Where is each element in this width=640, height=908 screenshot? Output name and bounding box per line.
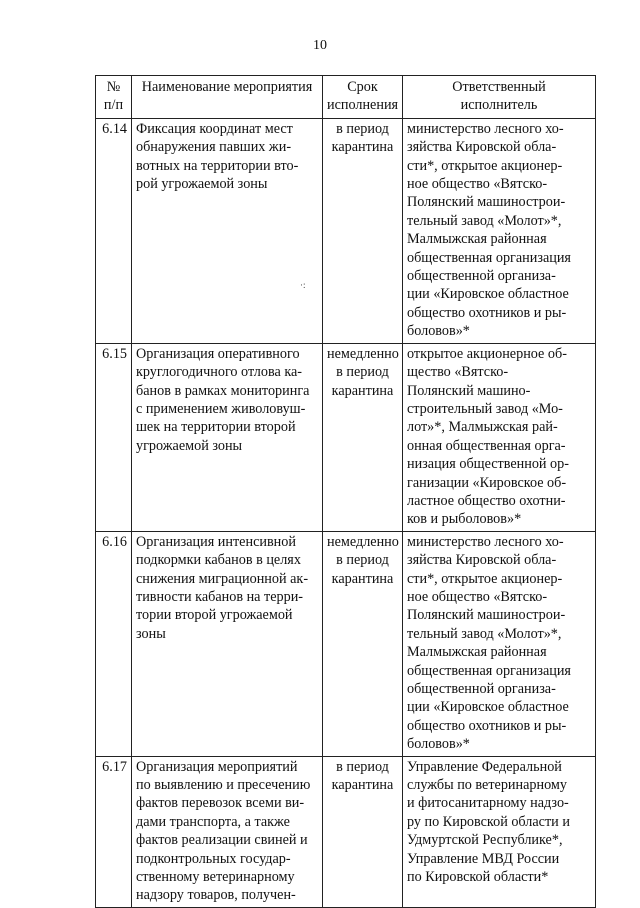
measure-name-line: подконтрольных государ- [136,850,291,867]
execution-term-line: в период [336,364,389,381]
responsible-executor-line: Полянский машинострои- [407,607,566,624]
header-responsible [403,76,596,119]
responsible-executor-line: зяйства Кировской обла- [407,139,557,156]
execution-term [323,118,403,343]
responsible-executor-line: ру по Кировской области и [407,813,570,830]
measure-name-line: фактов реализации свиней и [136,832,308,849]
execution-term-line: карантина [331,777,394,794]
measure-name-line: подкормки кабанов в целях [136,552,301,569]
header-line: Наименование мероприятия [141,79,313,95]
responsible-executor-line: строительный завод «Мо- [407,400,563,417]
row-number: 6.17 [96,756,132,907]
table-row [96,343,596,531]
responsible-executor-line: ции «Кировское областное [407,699,569,716]
responsible-executor-line: щество «Вятско- [407,364,509,381]
responsible-executor-line: боловов»* [407,736,470,753]
measure-name-line: зоны [136,625,166,642]
responsible-executor-line: ции «Кировское областное [407,286,569,303]
execution-term-line: немедленно [327,533,399,550]
responsible-executor [403,343,596,531]
execution-term [323,343,403,531]
responsible-executor [403,531,596,756]
responsible-executor-line: Управление МВД России [407,850,560,867]
measure-name-line: круглогодичного отлова ка- [136,364,303,381]
measure-name-line: Организация мероприятий [136,758,298,775]
responsible-executor-line: онная общественная орга- [407,437,566,454]
measure-name [132,343,323,531]
responsible-executor-line: зяйства Кировской обла- [407,552,557,569]
header-num [96,76,132,119]
table-row [96,118,596,343]
responsible-executor-line: тельный завод «Молот»*, [407,212,562,229]
row-number: 6.14 [96,118,132,343]
responsible-executor-line: ное общество «Вятско- [407,588,548,605]
measure-name-line: банов в рамках мониторинга [136,382,310,399]
execution-term-line: в период [336,552,389,569]
responsible-executor-line: министерство лесного хо- [407,533,564,550]
execution-term-line: немедленно [327,345,399,362]
responsible-executor-line: Полянский машино- [407,382,531,399]
measure-name-line: шек на территории второй [136,419,296,436]
responsible-executor-line: общество охотников и ры- [407,304,567,321]
measure-name-line: надзору товаров, получен- [136,887,296,904]
header-name [132,76,323,119]
responsible-executor-line: ластное общество охотни- [407,492,566,509]
table-body [96,118,596,907]
measure-name-line: дами транспорта, а также [136,813,290,830]
table-row [96,531,596,756]
header-line: п/п [103,97,124,114]
execution-term-line: в период [336,120,389,137]
measure-name-line: Организация интенсивной [136,533,296,550]
execution-term [323,756,403,907]
header-line: исполнитель [460,97,538,114]
measures-table [95,75,596,908]
execution-term-line: карантина [331,570,394,587]
responsible-executor-line: ное общество «Вятско- [407,176,548,193]
responsible-executor-line: тельный завод «Молот»*, [407,625,562,642]
responsible-executor-line: сти*, открытое акционер- [407,157,563,174]
responsible-executor-line: Малмыжская районная [407,231,547,248]
scan-mark: ·: [300,280,306,290]
responsible-executor-line: открытое акционерное об- [407,345,567,362]
responsible-executor [403,118,596,343]
responsible-executor-line: общество охотников и ры- [407,717,567,734]
measure-name-line: снижения миграционной ак- [136,570,309,587]
row-number: 6.16 [96,531,132,756]
responsible-executor [403,756,596,907]
table-row [96,756,596,907]
measure-name-line: с применением живоловуш- [136,400,306,417]
header-line: Срок [347,79,378,95]
execution-term [323,531,403,756]
responsible-executor-line: Управление Федеральной [407,758,562,775]
measure-name-line: тории второй угрожаемой [136,607,293,624]
responsible-executor-line: Полянский машинострои- [407,194,566,211]
responsible-executor-line: общественной организа- [407,268,556,285]
measure-name-line: угрожаемой зоны [136,437,243,454]
header-line: Ответственный [452,79,546,95]
responsible-executor-line: сти*, открытое акционер- [407,570,563,587]
responsible-executor-line: Малмыжская районная [407,644,547,661]
measure-name-line: рой угрожаемой зоны [136,176,268,193]
measure-name [132,531,323,756]
execution-term-line: карантина [331,382,394,399]
responsible-executor-line: лот»*, Малмыжская рай- [407,419,558,436]
execution-term-line: в период [336,758,389,775]
header-line: исполнения [327,97,399,114]
row-number: 6.15 [96,343,132,531]
measure-name-line: обнаружения павших жи- [136,139,292,156]
responsible-executor-line: по Кировской области* [407,869,549,886]
execution-term-line: карантина [331,139,394,156]
measure-name [132,118,323,343]
header-line: № [106,79,121,95]
responsible-executor-line: ганизации «Кировское об- [407,474,567,491]
responsible-executor-line: общественная организация [407,249,571,266]
measure-name [132,756,323,907]
responsible-executor-line: общественной организа- [407,681,556,697]
measure-name-line: по выявлению и пресечению [136,777,311,794]
responsible-executor-line: Удмуртской Республике*, [407,832,563,849]
responsible-executor-line: низация общественной ор- [407,456,569,473]
responsible-executor-line: и фитосанитарному надзо- [407,795,569,812]
responsible-executor-line: общественная организация [407,662,571,679]
measure-name-line: ственному ветеринарному [136,869,295,886]
responsible-executor-line: ков и рыболовов»* [407,511,522,528]
page-number: 10 [313,38,327,53]
responsible-executor-line: боловов»* [407,323,470,340]
header-term [323,76,403,119]
responsible-executor-line: службы по ветеринарному [407,777,567,794]
table-header-row [96,76,596,119]
measure-name-line: Организация оперативного [136,345,300,362]
measure-name-line: фактов перевозок всеми ви- [136,795,305,812]
measure-name-line: вотных на территории вто- [136,157,299,174]
measure-name-line: Фиксация координат мест [136,120,293,137]
responsible-executor-line: министерство лесного хо- [407,120,564,137]
measure-name-line: тивности кабанов на терри- [136,588,304,605]
